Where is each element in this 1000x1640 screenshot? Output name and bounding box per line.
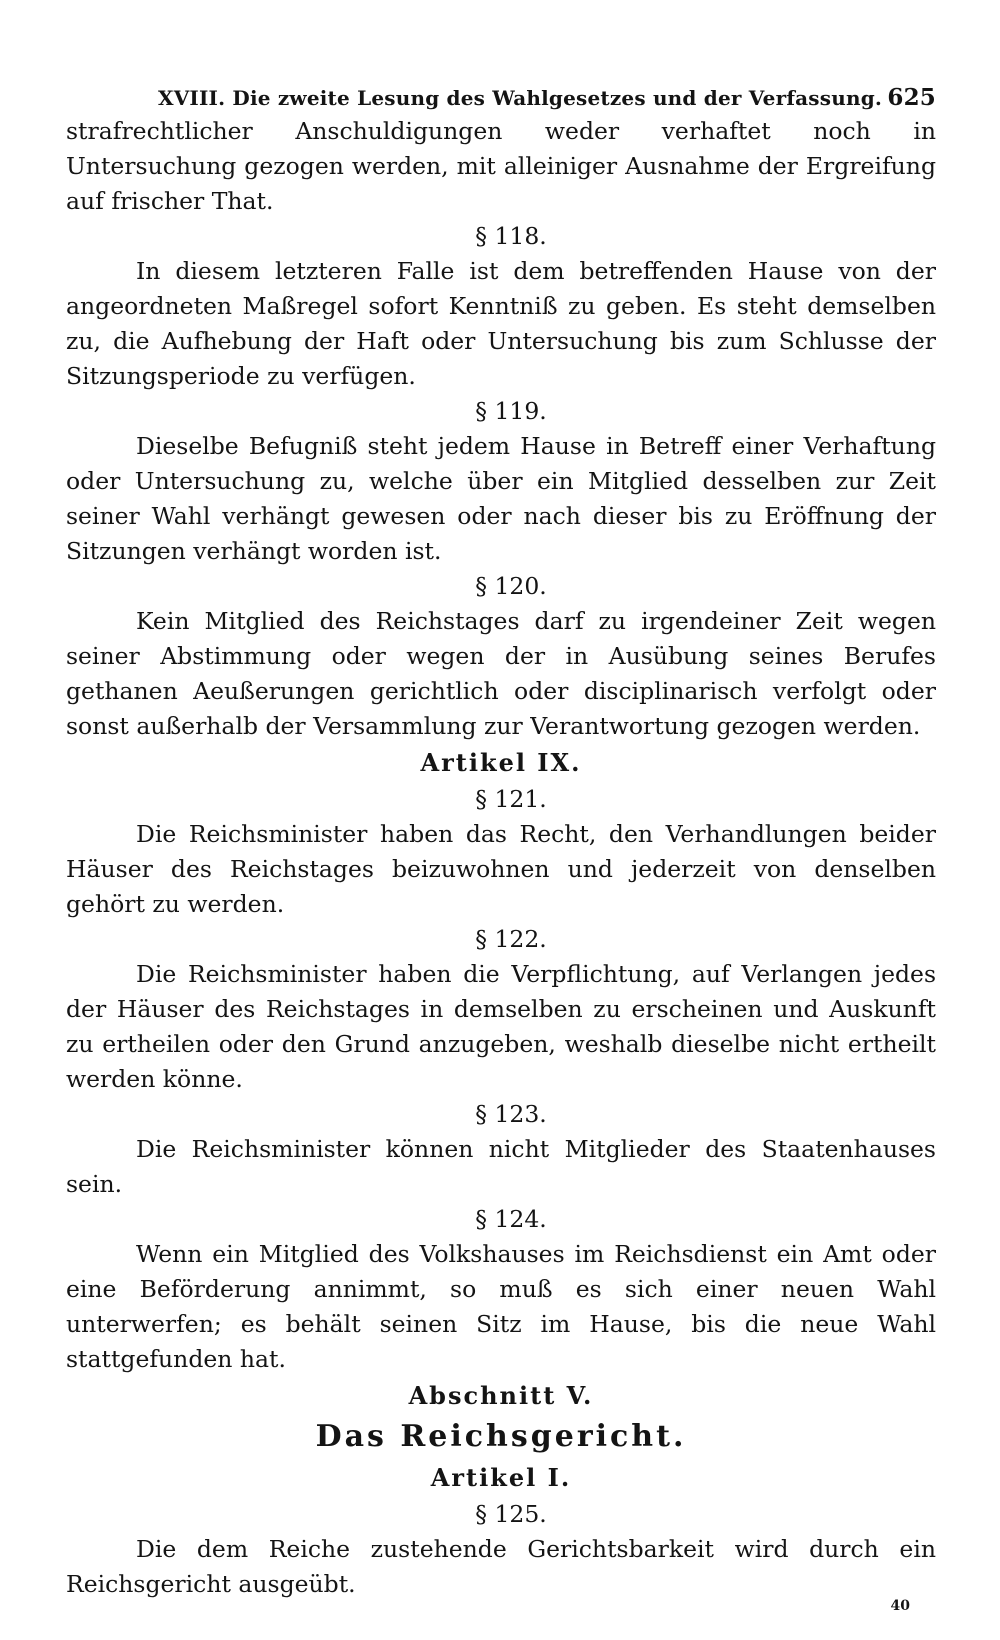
body-text [66,114,936,1602]
section-121-heading: § 121. [475,785,547,813]
section-125-text: Die dem Reiche zustehende Gerichtsbarkeit wird durch ein Reichsgericht ausgeübt. [66,1535,936,1598]
signature-mark: 40 [890,1598,910,1614]
article-ix-heading: Artikel IX. [420,748,582,777]
page-number: 625 [887,84,936,111]
reichsgericht-title: Das Reichsgericht. [315,1419,687,1454]
section-122-heading: § 122. [475,925,547,953]
section-123-text: Die Reichsminister können nicht Mitglieder des Staatenhauses sein. [66,1135,936,1198]
section-118-text: In diesem letzteren Falle ist dem betreffenden Hause von der angeordneten Maßregel sofort Kenntniß zu geben. Es steht demselben zu, die Aufhebung der Haft oder Untersuchung bis zum Schlusse der Sitzungsperiode zu verfügen. [66,257,936,390]
section-122-text: Die Reichsminister haben die Verpflichtung, auf Verlangen jedes der Häuser des Reichstages in demselben zu erscheinen und Auskunft zu ertheilen oder den Grund anzugeben, weshalb dieselbe nicht ertheilt werden könne. [66,960,936,1093]
paragraph-continuation: strafrechtlicher Anschuldigungen weder verhaftet noch in Untersuchung gezogen werden, mit alleiniger Ausnahme der Ergreifung auf frischer That. [66,117,936,215]
abschnitt-v-heading: Abschnitt V. [408,1381,594,1410]
section-123-heading: § 123. [475,1100,547,1128]
section-120-text: Kein Mitglied des Reichstages darf zu irgendeiner Zeit wegen seiner Abstimmung oder wegen der in Ausübung seines Berufes gethanen Aeußerungen gerichtlich oder disciplinarisch verfolgt oder sonst außerhalb der Versammlung zur Verantwortung gezogen werden. [66,607,936,740]
section-124-text: Wenn ein Mitglied des Volkshauses im Reichsdienst ein Amt oder eine Beförderung annimmt, so muß es sich einer neuen Wahl unterwerfen; es behält seinen Sitz im Hause, bis die neue Wahl stattgefunden hat. [66,1240,936,1373]
section-121-text: Die Reichsminister haben das Recht, den Verhandlungen beider Häuser des Reichstages beizuwohnen und jederzeit von denselben gehört zu werden. [66,820,936,918]
section-119-text: Dieselbe Befugniß steht jedem Hause in Betreff einer Verhaftung oder Untersuchung zu, welche über ein Mitglied desselben zur Zeit seiner Wahl verhängt gewesen oder nach dieser bis zu Eröffnung der Sitzungen verhängt worden ist. [66,432,936,565]
document-page [66,70,936,1602]
section-120-heading: § 120. [475,572,547,600]
section-118-heading: § 118. [475,222,547,250]
running-head: XVIII. Die zweite Lesung des Wahlgesetzes und der Verfassung. [158,86,883,110]
section-125-heading: § 125. [475,1500,547,1528]
article-i-heading: Artikel I. [430,1463,572,1492]
section-119-heading: § 119. [475,397,547,425]
section-124-heading: § 124. [475,1205,547,1233]
page-header [66,70,936,114]
